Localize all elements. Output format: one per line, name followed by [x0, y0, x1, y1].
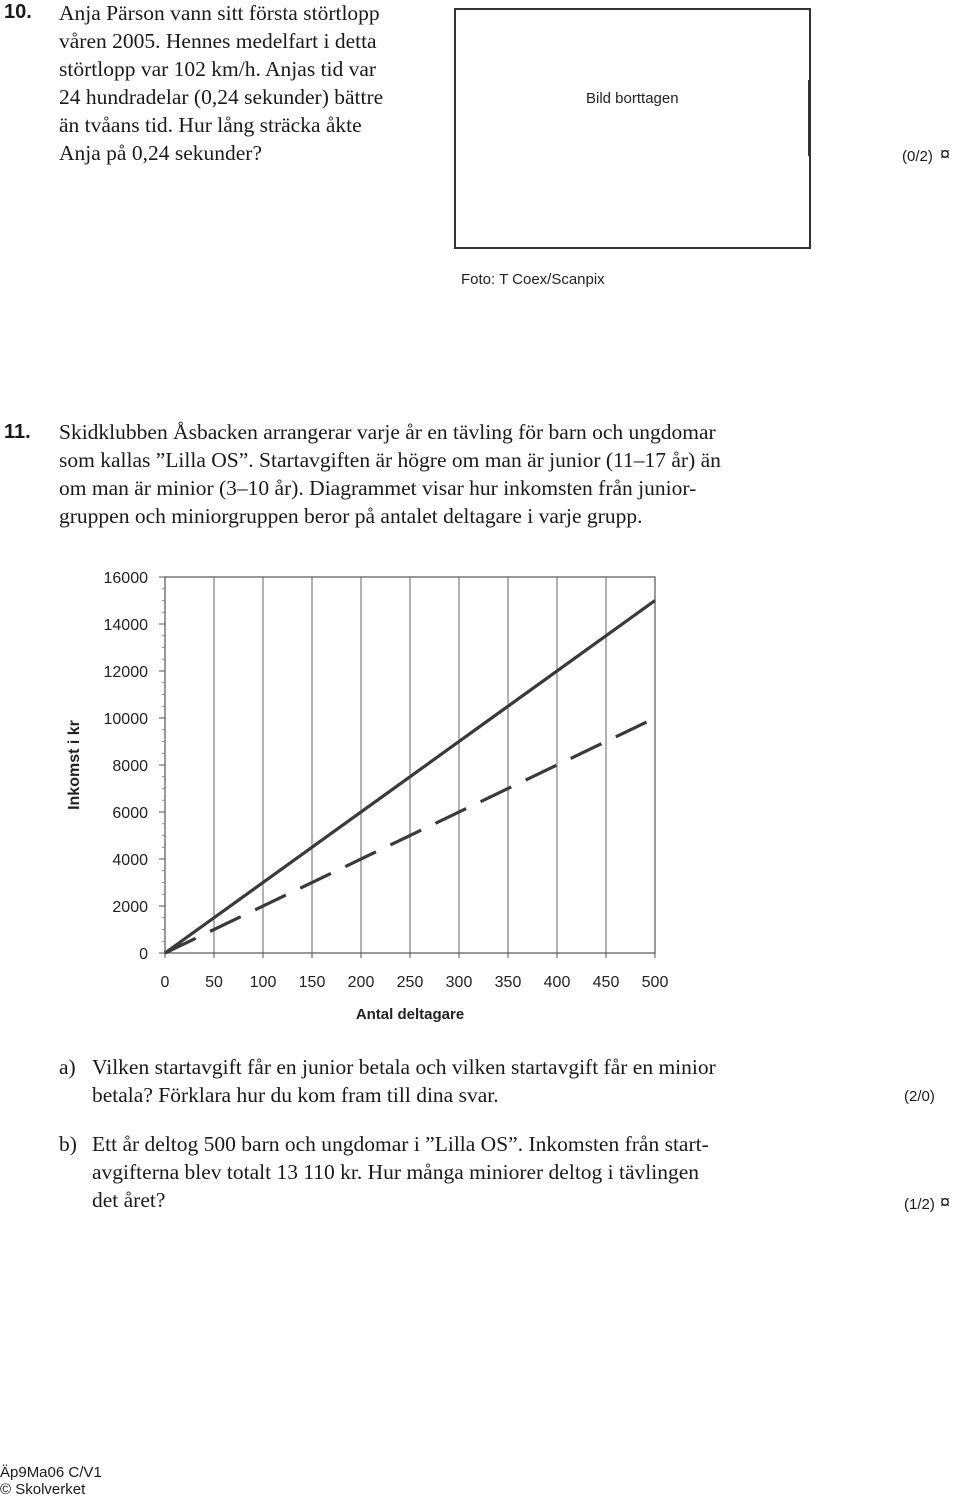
- text-line: våren 2005. Hennes medelfart i detta: [59, 29, 377, 53]
- text-line: än tvåans tid. Hur lång sträcka åkte: [59, 113, 362, 137]
- x-tick-label: 50: [205, 974, 223, 991]
- y-tick-label: 16000: [103, 570, 148, 587]
- text-line: Ett år deltog 500 barn och ungdomar i ”Lilla OS”. Inkomsten från start-: [92, 1132, 709, 1156]
- removed-image-label: Bild borttagen: [586, 90, 679, 107]
- question-11-text: [59, 418, 721, 530]
- x-tick-label: 150: [298, 974, 326, 991]
- x-tick-label: 500: [641, 974, 669, 991]
- text-line: störtlopp var 102 km/h. Anjas tid var: [59, 57, 377, 81]
- removed-image-frame: [454, 8, 811, 249]
- text-line: betala? Förklara hur du kom fram till dina svar.: [92, 1083, 499, 1107]
- question-10-text: [59, 0, 383, 167]
- x-tick-label: 300: [445, 974, 473, 991]
- y-tick-label: 14000: [103, 617, 148, 634]
- y-tick-label: 0: [139, 946, 148, 963]
- text-line: gruppen och miniorgruppen beror på antalet deltagare i varje grupp.: [59, 504, 643, 528]
- points-q11b: (1/2): [904, 1196, 935, 1213]
- level-mark-icon: ¤: [940, 144, 951, 164]
- footer-code: Äp9Ma06 C/V1: [0, 1464, 102, 1481]
- x-axis-label: Antal deltagare: [355, 1006, 465, 1023]
- x-tick-label: 450: [592, 974, 620, 991]
- text-line: 24 hundradelar (0,24 sekunder) bättre: [59, 85, 384, 109]
- text-line: det året?: [92, 1188, 166, 1212]
- y-axis-label: Inkomst i kr: [66, 720, 83, 810]
- x-tick-label: 400: [543, 974, 571, 991]
- image-edge-line: [808, 80, 811, 156]
- plot-area: [165, 577, 655, 953]
- text-line: som kallas ”Lilla OS”. Startavgiften är högre om man är junior (11–17 år) än: [59, 448, 721, 472]
- text-line: om man är minior (3–10 år). Diagrammet visar hur inkomsten från junior-: [59, 476, 697, 500]
- question-11-number: 11.: [4, 421, 31, 443]
- subquestion-b-text: [92, 1130, 709, 1214]
- dashed-series-line: [165, 718, 655, 953]
- points-q10: (0/2): [902, 148, 933, 165]
- y-tick-label: 4000: [112, 852, 148, 869]
- solid-series-line: [165, 601, 655, 954]
- x-tick-label: 350: [494, 974, 522, 991]
- text-line: avgifterna blev totalt 13 110 kr. Hur många miniorer deltog i tävlingen: [92, 1160, 700, 1184]
- y-tick-label: 10000: [103, 711, 148, 728]
- y-tick-label: 6000: [112, 805, 148, 822]
- x-tick-label: 200: [347, 974, 375, 991]
- subquestion-a-text: [92, 1053, 716, 1109]
- photo-credit: Foto: T Coex/Scanpix: [461, 271, 605, 288]
- x-tick-label: 100: [249, 974, 277, 991]
- y-tick-label: 2000: [112, 899, 148, 916]
- level-mark-icon: ¤: [940, 1192, 951, 1212]
- points-q11a: (2/0): [904, 1088, 935, 1105]
- y-tick-label: 12000: [103, 664, 148, 681]
- subquestion-b-label: b): [59, 1132, 77, 1156]
- text-line: Vilken startavgift får en junior betala och vilken startavgift får en minior: [92, 1055, 716, 1079]
- y-tick-label: 8000: [112, 758, 148, 775]
- x-tick-label: 0: [160, 974, 170, 991]
- text-line: Anja Pärson vann sitt första störtlopp: [59, 1, 380, 25]
- x-tick-label: 250: [396, 974, 424, 991]
- text-line: Skidklubben Åsbacken arrangerar varje år en tävling för barn och ungdomar: [59, 420, 716, 444]
- footer-copyright: © Skolverket: [0, 1481, 86, 1498]
- text-line: Anja på 0,24 sekunder?: [59, 141, 262, 165]
- subquestion-a-label: a): [59, 1055, 76, 1079]
- question-10-number: 10.: [4, 1, 32, 23]
